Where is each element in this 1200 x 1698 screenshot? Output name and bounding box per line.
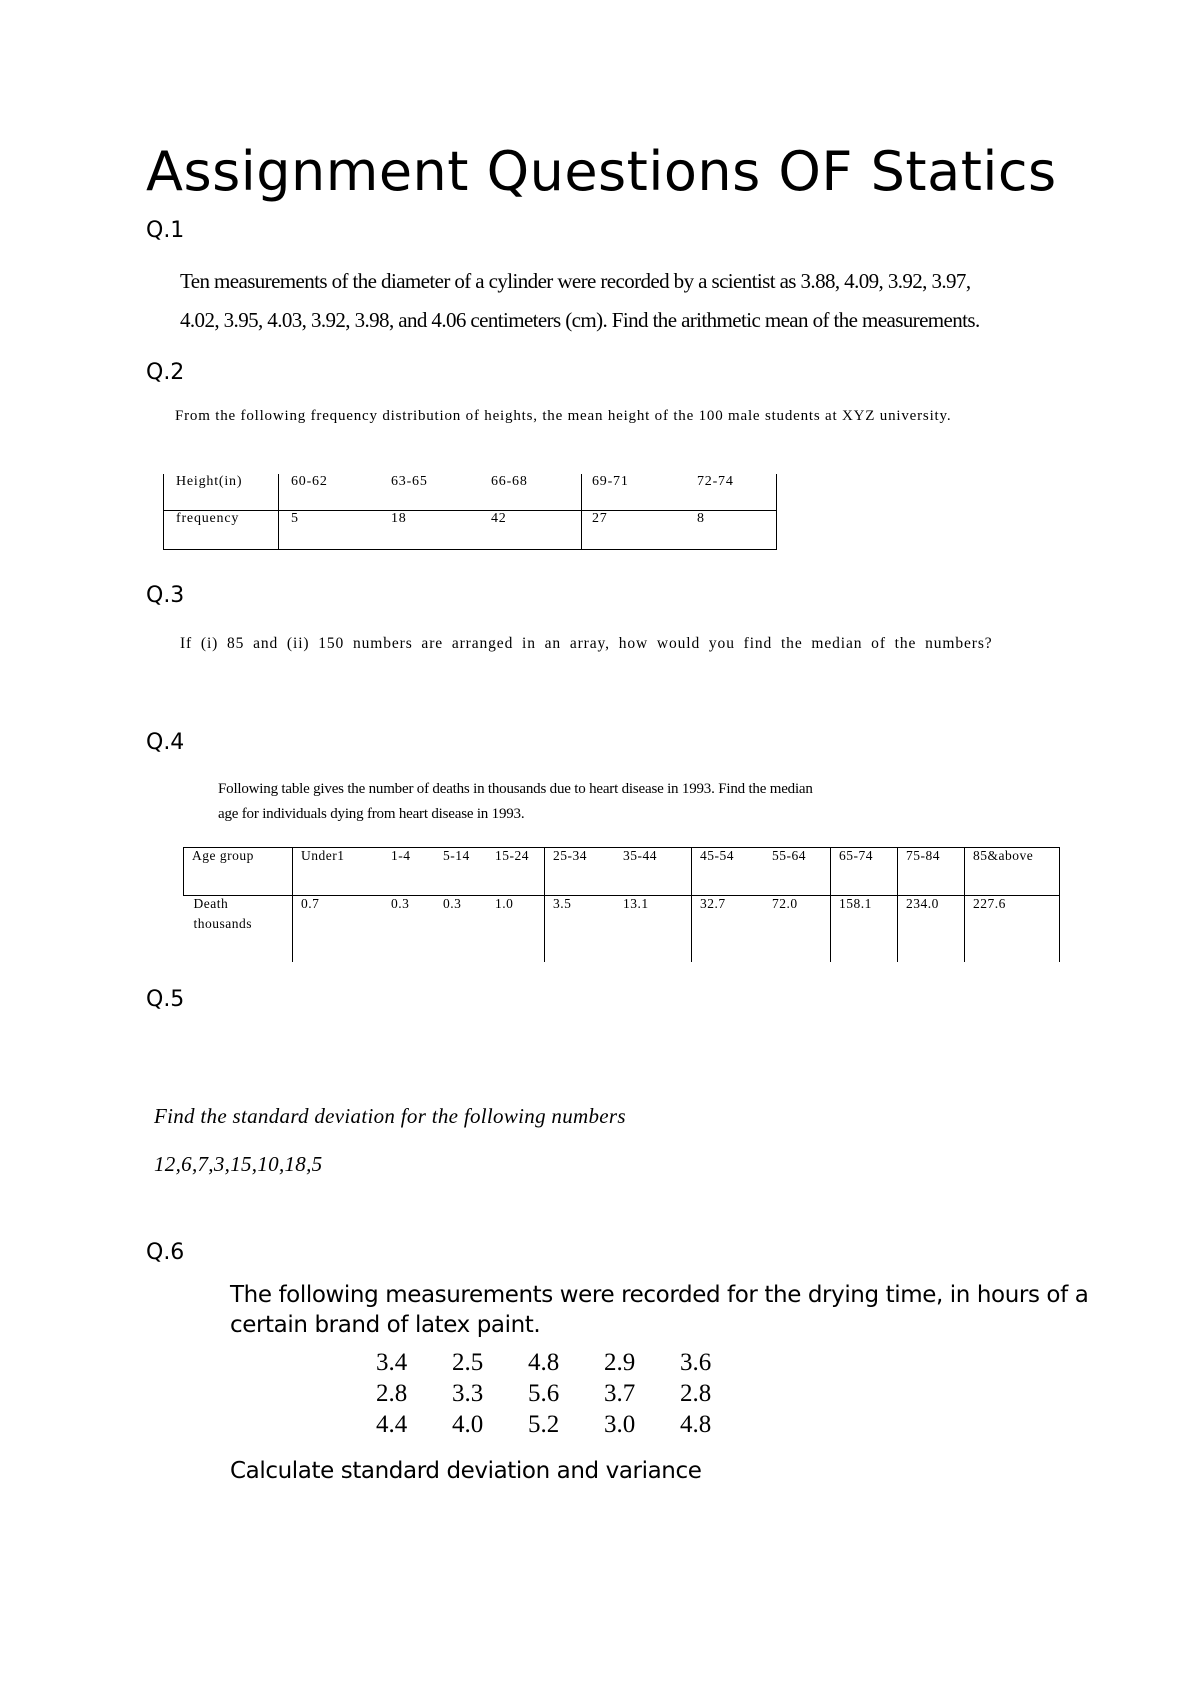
table-cell: Age group: [184, 848, 293, 896]
thousands-label: thousands: [193, 916, 252, 931]
table-cell: 5.2: [528, 1411, 560, 1438]
question-5-label: Q.5: [146, 987, 185, 1012]
table-cell: 72.0: [772, 896, 798, 911]
page-title: Assignment Questions OF Statics: [146, 140, 1057, 203]
table-cell: 3.4: [376, 1349, 408, 1376]
question-4-text: [218, 777, 978, 827]
table-cell: 4.8: [680, 1411, 712, 1438]
table-cell: Height(in): [164, 474, 279, 511]
table-cell: 2.5: [452, 1349, 484, 1376]
table-cell: 4.4: [376, 1411, 408, 1438]
table-row: [164, 474, 777, 511]
table-cell: 63-65: [391, 474, 428, 489]
table-cell: 8: [687, 511, 777, 550]
table-row: [184, 896, 1060, 963]
table-cell: 4.0: [452, 1411, 484, 1438]
table-cell: 60-62: [279, 474, 382, 511]
table-cell: [184, 896, 293, 963]
table-row: [376, 1409, 756, 1440]
question-5-text: [154, 1092, 626, 1188]
table-cell: 2.8: [680, 1380, 712, 1407]
question-2-text: From the following frequency distribution of heights, the mean height of the 100 male students at XYZ university.: [175, 408, 952, 424]
table-cell: 15-24: [487, 848, 545, 896]
table-cell: 227.6: [965, 896, 1060, 963]
table-cell: 158.1: [831, 896, 898, 963]
question-6-label: Q.6: [146, 1240, 185, 1265]
question-1-label: Q.1: [146, 218, 185, 243]
table-cell: 2.8: [376, 1380, 408, 1407]
table-cell: Under1: [293, 848, 384, 896]
question-3-text: If (i) 85 and (ii) 150 numbers are arranged in an array, how would you find the median of the numbers?: [180, 635, 993, 652]
question-1-line-2: 4.02, 3.95, 4.03, 3.92, 3.98, and 4.06 centimeters (cm). Find the arithmetic mean of the measurements.: [180, 308, 980, 332]
table-cell: 85&above: [965, 848, 1060, 896]
table-cell: 0.3: [391, 896, 410, 911]
heart-disease-deaths-table: [183, 847, 1060, 962]
table-cell: 3.0: [604, 1411, 636, 1438]
table-cell: 66-68: [491, 474, 528, 489]
table-cell: 69-71: [582, 474, 688, 511]
table-cell: 45-54: [692, 848, 765, 896]
question-5-instruction: Find the standard deviation for the following numbers: [154, 1104, 626, 1128]
table-cell: 5-14: [435, 848, 487, 896]
table-cell: 3.3: [452, 1380, 484, 1407]
table-cell: 1.0: [495, 896, 514, 911]
height-frequency-table: [163, 474, 777, 550]
table-cell: 2.9: [604, 1349, 636, 1376]
question-1-line-1: Ten measurements of the diameter of a cylinder were recorded by a scientist as 3.88, 4.09, 3.92, 3.97,: [180, 269, 971, 293]
table-cell: 72-74: [687, 474, 777, 511]
table-cell: 234.0: [898, 896, 965, 963]
table-cell: 0.3: [443, 896, 462, 911]
table-cell: 3.7: [604, 1380, 636, 1407]
table-cell: 25-34: [545, 848, 616, 896]
table-cell: 18: [381, 511, 481, 550]
question-3-label: Q.3: [146, 583, 185, 608]
table-row: [164, 511, 777, 550]
table-row: [376, 1347, 756, 1378]
drying-time-grid: [376, 1347, 756, 1440]
question-1-text: [180, 262, 1060, 340]
question-6-text: The following measurements were recorded for the drying time, in hours of a certain brand of latex paint.: [230, 1282, 1089, 1338]
table-cell: 55-64: [764, 848, 831, 896]
question-2-label: Q.2: [146, 360, 185, 385]
table-cell: 3.5: [545, 896, 616, 963]
table-cell: 3.6: [680, 1349, 712, 1376]
table-cell: 27: [582, 511, 688, 550]
table-cell: 13.1: [623, 896, 649, 911]
table-cell: 32.7: [692, 896, 765, 963]
question-6-instruction: Calculate standard deviation and variance: [230, 1458, 702, 1484]
table-row: [184, 848, 1060, 896]
question-5-numbers: 12,6,7,3,15,10,18,5: [154, 1152, 323, 1176]
table-row: [376, 1378, 756, 1409]
table-cell: frequency: [164, 511, 279, 550]
table-cell: 75-84: [898, 848, 965, 896]
table-cell: 5.6: [528, 1380, 560, 1407]
table-cell: 65-74: [831, 848, 898, 896]
death-label: Death: [193, 896, 229, 911]
table-cell: 4.8: [528, 1349, 560, 1376]
question-4-line-1: Following table gives the number of deaths in thousands due to heart disease in 1993. Find the median: [218, 781, 813, 797]
table-cell: 5: [279, 511, 382, 550]
table-cell: 35-44: [615, 848, 692, 896]
table-cell: 42: [481, 511, 582, 550]
table-cell: 0.7: [293, 896, 384, 963]
table-cell: 1-4: [383, 848, 435, 896]
question-4-line-2: age for individuals dying from heart disease in 1993.: [218, 806, 525, 822]
question-4-label: Q.4: [146, 730, 185, 755]
